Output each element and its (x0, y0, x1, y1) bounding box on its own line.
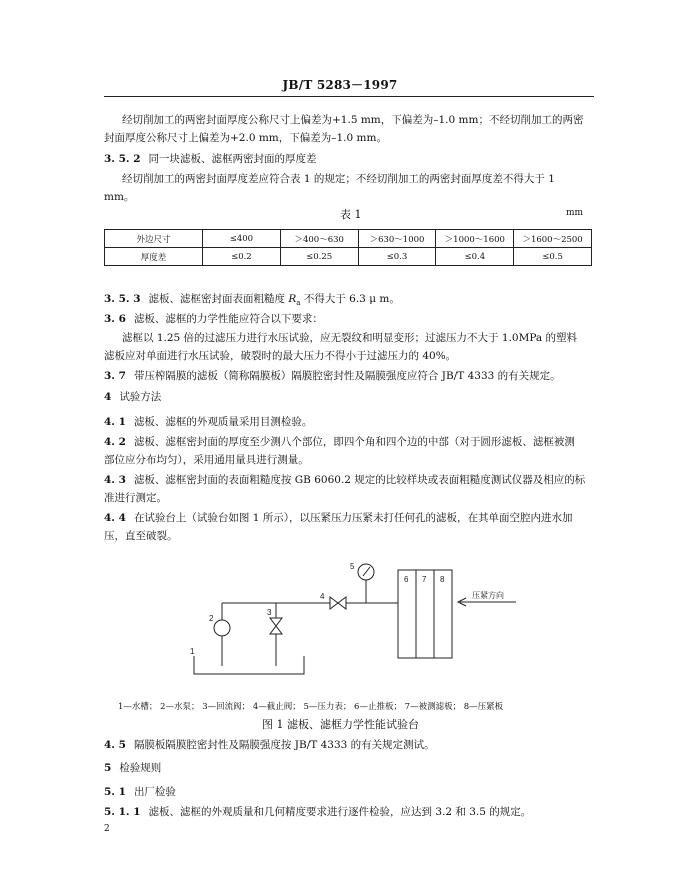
page-number: 2 (104, 824, 110, 834)
gauge-needle (363, 567, 370, 576)
section-text: 隔膜板隔膜腔密封性及隔膜强度按 JB/T 4333 的有关规定测试。 (133, 739, 435, 751)
table-cell: ＞400～630 (280, 230, 358, 248)
section-3-6 (104, 311, 596, 327)
section-3-5-3 (104, 291, 596, 311)
section-number: 3. 5. 2 (104, 153, 141, 165)
paragraph-thickness-2: 封面厚度公称尺寸上偏差为+2.0 mm，下偏差为–1.0 mm。 (104, 132, 387, 144)
table-row (105, 248, 592, 266)
paragraph-thickness-diff-2: mm。 (104, 191, 135, 203)
section-text: 滤板、滤框密封面的厚度至少测八个部位，即四个角和四个边的中部（对于圆形滤板、滤框被测 (133, 436, 575, 448)
section-5-1 (104, 784, 596, 800)
roughness-symbol: R (288, 293, 297, 305)
table-cell: ＞1000～1600 (436, 230, 514, 248)
table-unit: mm (566, 208, 584, 218)
section-text: 滤板、滤框的外观质量和几何精度要求进行逐件检验，应达到 3.2 和 3.5 的规定。 (148, 806, 532, 818)
section-4-5 (104, 737, 596, 753)
section-4-4-cont: 压，直至破裂。 (104, 530, 178, 542)
figure-caption: 图 1 滤板、滤框力学性能试验台 (262, 718, 419, 731)
table-cell: ＞630～1000 (358, 230, 436, 248)
section-number: 3. 5. 3 (104, 293, 141, 305)
table-title: 表 1 (340, 208, 362, 221)
table-cell: ≤0.3 (358, 248, 436, 266)
table-cell: ≤0.25 (280, 248, 358, 266)
section-title: 滤板、滤框的外观质量采用目测检验。 (133, 416, 313, 428)
section-number: 5. 1. 1 (104, 806, 141, 818)
section-text: 滤板、滤框密封面的表面粗糙度按 GB 6060.2 规定的比较样块或表面粗糙度测试仪器及相应的标 (133, 474, 586, 486)
label-8: 8 (440, 575, 445, 584)
label-1: 1 (190, 647, 195, 656)
section-4-4 (104, 510, 596, 526)
section-number: 4. 1 (104, 416, 126, 428)
section-title: 滤板、滤框的力学性能应符合以下要求： (133, 313, 323, 325)
section-title: 同一块滤板、滤框两密封面的厚度差 (148, 153, 317, 165)
table-cell: ≤0.5 (514, 248, 592, 266)
header-rule (104, 96, 594, 97)
paragraph-pressure-1: 滤框以 1.25 倍的过滤压力进行水压试验，应无裂纹和明显变形；过滤压力不大于 1.0MPa 的塑料 (122, 332, 578, 344)
label-2: 2 (209, 614, 214, 623)
table-row-label: 厚度差 (105, 248, 203, 266)
section-4-3 (104, 472, 596, 488)
section-number: 4 (104, 391, 112, 403)
table-cell: ≤0.2 (203, 248, 281, 266)
section-3-7 (104, 368, 596, 384)
water-tank (194, 656, 304, 674)
label-6: 6 (404, 575, 409, 584)
section-4-2-cont: 部位应分布均匀），采用通用量具进行测量。 (104, 454, 309, 466)
label-4: 4 (320, 592, 325, 601)
section-number: 5. 1 (104, 786, 126, 798)
stop-valve-icon (330, 597, 346, 609)
section-title: 检验规则 (119, 762, 162, 774)
label-3: 3 (267, 608, 272, 617)
section-number: 3. 6 (104, 313, 126, 325)
section-5-1-1 (104, 804, 596, 820)
thickness-table (104, 229, 592, 266)
section-number: 3. 7 (104, 370, 126, 382)
table-row (105, 230, 592, 248)
section-4-2 (104, 434, 596, 450)
section-number: 4. 4 (104, 512, 126, 524)
section-4-3-cont: 准进行测定。 (104, 492, 167, 504)
section-4-1 (104, 414, 596, 430)
paragraph-pressure-2: 滤板应对单面进行水压试验，破裂时的最大压力不得小于过滤压力的 40%。 (104, 350, 457, 362)
section-text: 滤板、滤框密封面表面粗糙度 (148, 293, 289, 305)
page-header: JB/T 5283－1997 (282, 78, 398, 92)
section-4 (104, 389, 596, 405)
section-title: 出厂检验 (133, 786, 176, 798)
section-title: 带压榨隔膜的滤板（简称隔膜板）隔膜腔密封性及隔膜强度应符合 JB/T 4333 的有关规定。 (133, 370, 561, 382)
section-title: 试验方法 (119, 391, 162, 403)
section-number: 4. 5 (104, 739, 126, 751)
label-5: 5 (350, 562, 355, 571)
section-3-5-2 (104, 151, 596, 167)
section-text: 不得大于 6.3 μ m。 (300, 293, 400, 305)
section-text: 在试验台上（试验台如图 1 所示），以压紧压力压紧未打任何孔的滤板，在其单面空腔内进水加 (133, 512, 573, 524)
table-cell: ＞1600～2500 (514, 230, 592, 248)
table-cell: ≤0.4 (436, 248, 514, 266)
paragraph-thickness-diff-1: 经切削加工的两密封面厚度差应符合表 1 的规定；不经切削加工的两密封面厚度差不得大于 1 (122, 173, 555, 185)
figure-legend: 1—水槽； 2—水泵； 3—回流阀； 4—截止阀； 5—压力表； 6—止推板； 7—被测滤板； 8—压紧板 (118, 702, 504, 712)
section-number: 4. 2 (104, 436, 126, 448)
test-rig-diagram (180, 558, 540, 690)
section-number: 5 (104, 762, 112, 774)
roughness-subscript: a (296, 299, 301, 308)
section-number: 4. 3 (104, 474, 126, 486)
table-row-label: 外边尺寸 (105, 230, 203, 248)
table-cell: ≤400 (203, 230, 281, 248)
paragraph-thickness-1: 经切削加工的两密封面厚度公称尺寸上偏差为+1.5 mm，下偏差为–1.0 mm；不经切削加工的两密 (122, 114, 584, 126)
return-valve-icon (270, 618, 282, 634)
pump-icon (214, 620, 230, 636)
press-direction-label: 压紧方向 (472, 591, 504, 600)
label-7: 7 (422, 575, 427, 584)
section-5 (104, 760, 596, 776)
